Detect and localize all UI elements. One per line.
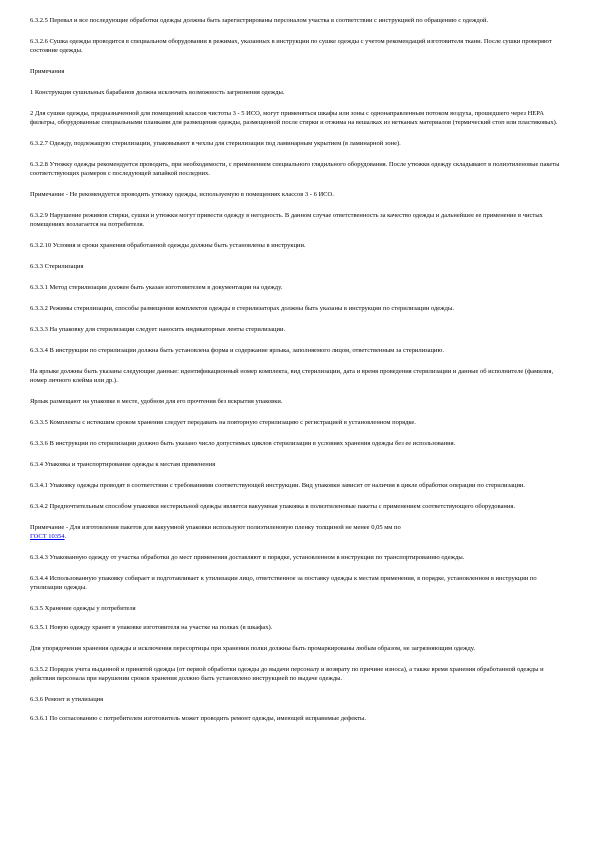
paragraph: 6.3.2.5 Перевал и все последующие обработки одежды должны быть зарегистрированы персоналом участка в соответствии с инструкцией по обращению с одеждой. [30,17,489,24]
paragraph: 6.3.5.2 Порядок учета выданной и принятой одежды (от первой обработки одежды до выдачи персоналу и возврату по причине износа), а также время хранения обработанной одежды и действия персонала при нарушении сроков хранения должно быть установлено инструкцией по выдаче одежды. [30,666,544,682]
paragraph-with-link [30,523,561,541]
paragraph: Ярлык размещают на упаковке в месте, удобном для его прочтения без вскрытия упаковки. [30,398,283,405]
paragraph: 6.3.3.1 Метод стерилизации должен быть указан изготовителем в документации на одежду. [30,284,283,291]
paragraph-end: . [64,533,67,540]
paragraph: 6.3.3.5 Комплекты с истекшим сроком хранения следует передавать на повторную стерилизацию с регистрацией в установленном порядке. [30,419,416,426]
paragraph: 6.3.2.7 Одежду, подлежащую стерилизации, упаковывают в чехлы для стерилизации под ламинарным укрытием (в ламинарной зоне). [30,140,401,147]
paragraph: 6.3.3.4 В инструкции по стерилизации должна быть установлена форма и содержание ярлыка, заполняемого лицом, ответственным за стерилизацию. [30,347,444,354]
section-heading: 6.3.5 Хранение одежды у потребителя [30,605,136,612]
paragraph: 6.3.2.6 Сушка одежды проводится в специальном оборудовании в режимах, указанных в инструкции по сушке одежды с учетом рекомендаций изготовителя ткани. После сушки проверяют состояние одежды. [30,38,552,54]
paragraph: 6.3.3.2 Режимы стерилизации, способы размещения комплектов одежды в стерилизаторах должны быть указаны в инструкции по стерилизации одежды. [30,305,454,312]
notes-heading: Примечания [30,68,65,75]
paragraph: 1 Конструкция сушильных барабанов должна исключать возможность загрязнения одежды. [30,89,285,96]
paragraph: 6.3.4.1 Упаковку одежды проводят в соответствии с требованиями соответствующей инструкции. Вид упаковки зависит от наличия в цикле обработки операции по стерилизации. [30,482,526,489]
paragraph: 6.3.4.3 Упакованную одежду от участка обработки до мест применения доставляют в порядке, установленном в инструкции по транспортированию одежды. [30,554,465,561]
paragraph: Примечание - Не рекомендуется проводить утюжку одежды, используемую в помещениях классов 3 - 6 ИСО. [30,191,334,198]
section-heading: 6.3.6 Ремонт и утилизация [30,696,104,703]
paragraph: 6.3.2.10 Условия и сроки хранения обработанной одежды должны быть установлены в инструкции. [30,242,306,249]
paragraph-text: Примечание - Для изготовления пакетов для вакуумной упаковки используют полиэтиленовую пленку толщиной не менее 0,05 мм по [30,524,401,531]
paragraph: Для упорядочения хранения одежды и исключения пересортицы при хранении полки должны быть промаркированы любым образом, не загрязняющим одежду. [30,645,476,652]
paragraph: 6.3.4.4 Использованную упаковку собирает и подготавливает к утилизации лицо, ответственное за поставку одежды к местам применения, в порядке, установленном в инструкции по утилизации одежды. [30,575,537,591]
paragraph: 6.3.5.1 Новую одежду хранят в упаковке изготовителя на участке на полках (в шкафах). [30,624,273,631]
section-heading: 6.3.3 Стерилизация [30,263,84,270]
paragraph: 6.3.2.8 Утюжку одежды рекомендуется проводить, при необходимости, с применением специального глядильного оборудования. После утюжки одежду складывают в полиэтиленовые пакеты соответствующих размеров с последующей запайкой последних. [30,161,560,177]
paragraph: 6.3.4.2 Предпочтительным способом упаковки нестерильной одежды является вакуумная упаковка в полиэтиленовые пакеты с применением соответствующего оборудования. [30,503,515,510]
paragraph: На ярлыке должны быть указаны следующие данные: идентификационный номер комплекта, вид стерилизации, дата и время проведения стерилизации и данные об исполнителе (фамилия, номер личного клейма или др.). [30,368,554,384]
paragraph: 6.3.3.6 В инструкции по стерилизации должно быть указано число допустимых циклов стерилизации в условиях хранения одежды без ее использования. [30,440,456,447]
paragraph: 6.3.2.9 Нарушение режимов стирки, сушки и утюжки могут привести одежду в негодность. В данном случае ответственность за качество одежды и дальнейшее ее применение в чистых помещениях возлагается на потребителя. [30,212,543,228]
gost-link[interactable]: ГОСТ 10354 [30,533,65,540]
section-heading: 6.3.4 Упаковка и транспортирование одежды к местам применения [30,461,216,468]
paragraph: 6.3.6.1 По согласованию с потребителем изготовитель может проводить ремонт одежды, имеющей исправимые дефекты. [30,715,366,722]
paragraph: 6.3.3.3 На упаковку для стерилизации следует наносить индикаторные ленты стерилизации. [30,326,286,333]
paragraph: 2 Для сушки одежды, предназначенной для помещений классов чистоты 3 - 5 ИСО, могут применяться шкафы или зоны с однонаправленным потоком воздуха, прошедшего через HEPA фильтры, оборудованные специальными планками для размещения одежды, размещенной после стирки и отжима на вешалках из нетканых материалов (термический стоп или пластиковых). [30,110,558,126]
